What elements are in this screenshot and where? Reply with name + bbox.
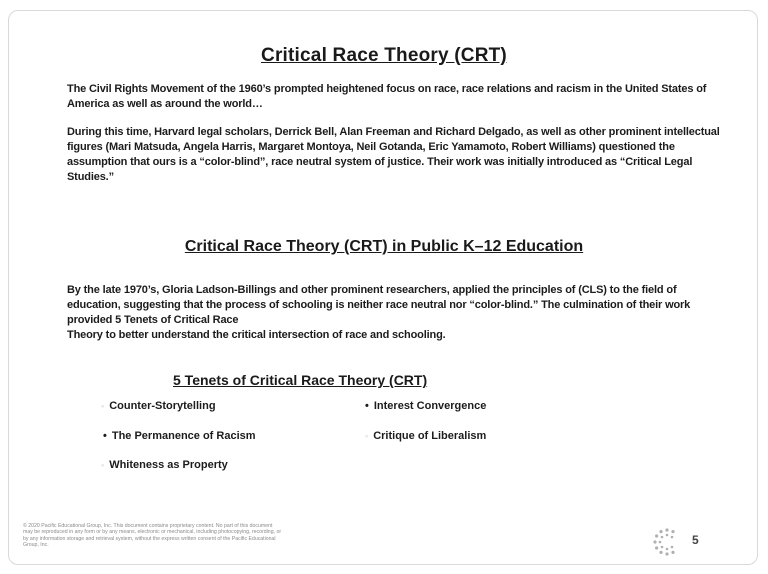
page-number: 5: [692, 533, 699, 547]
tenet-label: The Permanence of Racism: [111, 430, 256, 442]
bullet-icon: ◦: [365, 430, 369, 441]
bullet-icon: •: [103, 429, 107, 442]
bullet-icon: ◦: [101, 459, 105, 470]
tenet-label: Interest Convergence: [373, 400, 487, 412]
company-logo-icon: [652, 527, 682, 557]
education-paragraph-text: By the late 1970’s, Gloria Ladson-Billings and other prominent researchers, applied the principles of (CLS) to the field of education, suggesting that the process of schooling is neither race neutral nor “color-blind.” The culmination of their work provided 5 Tenets of Critical Race: [67, 284, 691, 326]
education-paragraph-end: Theory to better understand the critical intersection of race and schooling.: [67, 329, 446, 341]
tenet-interest-convergence: [365, 400, 486, 412]
bullet-icon: ◦: [101, 400, 105, 411]
tenet-counter-storytelling: [101, 400, 216, 412]
tenet-label: Whiteness as Property: [109, 459, 228, 471]
page-title: Critical Race Theory (CRT): [261, 45, 507, 66]
tenet-critique-of-liberalism: [365, 430, 486, 442]
copyright-notice: © 2020 Pacific Educational Group, Inc. This document contains proprietary content. No part of this document may be reproduced in any form or by any means, electronic or mechanical, including photocopying, recording, or by any information storage and retrieval system, without the express written consent of the Pacific Educational Group, Inc.: [23, 523, 282, 549]
tenet-label: Critique of Liberalism: [373, 430, 487, 442]
scholars-paragraph: During this time, Harvard legal scholars, Derrick Bell, Alan Freeman and Richard Delgado, as well as other prominent intellectual figures (Mari Matsuda, Angela Harris, Margaret Montoya, Neil Gotanda, Eric Yamamoto, Robert Williams) questioned the assumption that ours is a “color-blind”, race neutral system of justice. Their work was initially introduced as “Critical Legal Studies.”: [67, 126, 720, 183]
intro-paragraph: The Civil Rights Movement of the 1960’s prompted heightened focus on race, race relations and racism in the United States of America as well as around the world…: [67, 83, 707, 110]
tenet-permanence-of-racism: [103, 430, 256, 442]
section-title: Critical Race Theory (CRT) in Public K–12 Education: [184, 238, 584, 255]
tenet-label: Counter-Storytelling: [109, 400, 216, 412]
bullet-icon: •: [365, 399, 369, 412]
education-paragraph: [67, 283, 727, 343]
tenets-title: 5 Tenets of Critical Race Theory (CRT): [173, 372, 428, 388]
tenet-whiteness-as-property: [101, 459, 228, 471]
